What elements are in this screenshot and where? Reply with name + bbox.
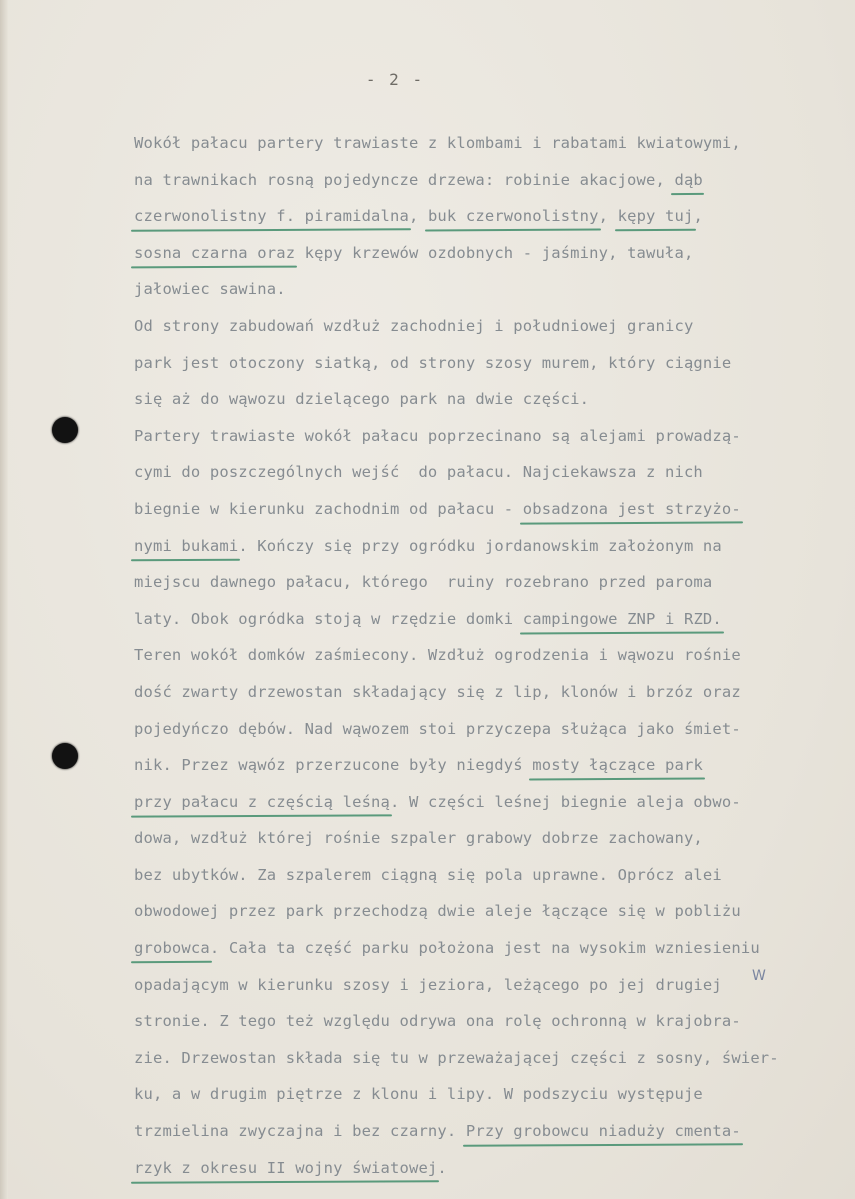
text-line	[134, 681, 834, 718]
text-segment: trzmielina zwyczajna i bez czarny.	[134, 1122, 466, 1141]
text-line	[134, 242, 834, 279]
text-segment: ,	[598, 207, 618, 226]
text-line	[134, 974, 834, 1011]
text-segment: jałowiec sawina.	[134, 280, 286, 299]
text-line	[134, 608, 834, 645]
text-line	[134, 1010, 834, 1047]
text-line	[134, 388, 834, 425]
underlined-phrase: grobowca	[134, 939, 210, 958]
underlined-phrase: Przy grobowcu niaduży cmenta-	[465, 1122, 741, 1141]
underlined-phrase: nymi bukami	[134, 536, 239, 555]
text-line	[134, 827, 834, 864]
text-line	[134, 205, 834, 242]
text-line	[134, 535, 834, 572]
text-segment: ,	[693, 207, 703, 226]
text-line	[134, 864, 834, 901]
text-segment: Wokół pałacu partery trawiaste z klombami i rabatami kwiatowymi,	[134, 134, 741, 152]
underlined-phrase: mosty łączące park	[532, 756, 703, 775]
handwritten-correction-mark: W	[752, 968, 766, 984]
punch-hole-bottom	[52, 743, 78, 769]
text-segment: cymi do poszczególnych wejść do pałacu. Najciekawsza z nich	[134, 463, 703, 482]
underlined-phrase: campingowe ZNP i RZD.	[522, 609, 722, 628]
text-line	[134, 791, 834, 828]
text-segment: zie. Drzewostan składa się tu w przeważającej części z sosny, świer-	[134, 1048, 779, 1067]
underlined-phrase: dąb	[674, 170, 703, 189]
text-line	[134, 278, 834, 315]
page-number: - 2 -	[365, 70, 425, 89]
text-segment: kępy krzewów ozdobnych - jaśminy, tawuła,	[295, 243, 694, 262]
text-segment: ku, a w drugim piętrze z klonu i lipy. W podszyciu występuje	[134, 1085, 703, 1104]
underlined-phrase: obsadzona jest strzyżo-	[522, 499, 741, 518]
text-segment: miejscu dawnego pałacu, którego ruiny rozebrano przed paroma	[134, 573, 713, 592]
text-line	[134, 571, 834, 608]
text-segment: . Kończy się przy ogródku jordanowskim założonym na	[238, 536, 722, 555]
text-segment: . W części leśnej biegnie aleja obwo-	[390, 792, 741, 811]
text-line	[134, 461, 834, 498]
underlined-phrase: buk czerwonolistny	[427, 207, 599, 226]
text-segment: laty. Obok ogródka stoją w rzędzie domki	[134, 609, 523, 628]
text-line	[134, 352, 834, 389]
text-segment: park jest otoczony siatką, od strony szosy murem, który ciągnie	[134, 353, 732, 372]
text-segment: biegnie w kierunku zachodnim od pałacu -	[134, 499, 523, 518]
text-segment: dowa, wzdłuż której rośnie szpaler grabowy dobrze zachowany,	[134, 829, 703, 848]
text-segment: stronie. Z tego też względu odrywa ona rolę ochronną w krajobra-	[134, 1012, 741, 1031]
text-line	[134, 1083, 834, 1120]
text-segment: Teren wokół domków zaśmiecony. Wzdłuż ogrodzenia i wąwozu rośnie	[134, 646, 741, 665]
text-segment: nik. Przez wąwóz przerzucone były niegdyś	[134, 756, 533, 775]
text-line	[134, 498, 834, 535]
text-line	[134, 937, 834, 974]
underlined-phrase: przy pałacu z częścią leśną	[134, 792, 391, 811]
text-line	[134, 754, 834, 791]
text-segment: obwodowej przez park przechodzą dwie aleje łączące się w pobliżu	[134, 902, 741, 921]
text-segment: ,	[408, 207, 428, 226]
typed-text-body	[134, 132, 834, 1193]
text-segment: . Cała ta część parku położona jest na wysokim wzniesieniu	[209, 939, 760, 958]
text-line	[134, 425, 834, 462]
text-segment: się aż do wąwozu dzielącego park na dwie części.	[134, 390, 590, 409]
underlined-phrase: czerwonolistny f. piramidalna	[134, 207, 409, 226]
text-segment: .	[437, 1158, 447, 1177]
text-line	[134, 1120, 834, 1157]
underlined-phrase: kępy tuj	[617, 207, 694, 226]
text-segment: Partery trawiaste wokół pałacu poprzecinano są alejami prowadzą-	[134, 426, 741, 445]
text-line	[134, 644, 834, 681]
text-segment: Od strony zabudowań wzdłuż zachodniej i południowej granicy	[134, 316, 694, 335]
underlined-phrase: sosna czarna oraz	[134, 243, 296, 262]
text-segment: opadającym w kierunku szosy i jeziora, leżącego po jej drugiej	[134, 975, 722, 994]
text-segment: bez ubytków. Za szpalerem ciągną się pola uprawne. Oprócz alei	[134, 865, 722, 884]
text-line	[134, 900, 834, 937]
text-segment: na trawnikach rosną pojedyncze drzewa: robinie akacjowe,	[134, 170, 675, 189]
text-segment: pojedyńczo dębów. Nad wąwozem stoi przyczepa służąca jako śmiet-	[134, 719, 741, 738]
punch-hole-top	[52, 417, 78, 443]
text-line	[134, 1157, 834, 1194]
text-line	[134, 718, 834, 755]
page-edge-shadow	[0, 0, 8, 1199]
text-segment: dość zwarty drzewostan składający się z lip, klonów i brzóz oraz	[134, 682, 741, 701]
text-line	[134, 132, 834, 169]
text-line	[134, 315, 834, 352]
text-line	[134, 1047, 834, 1084]
underlined-phrase: rzyk z okresu II wojny światowej	[134, 1158, 438, 1177]
text-line	[134, 169, 834, 206]
